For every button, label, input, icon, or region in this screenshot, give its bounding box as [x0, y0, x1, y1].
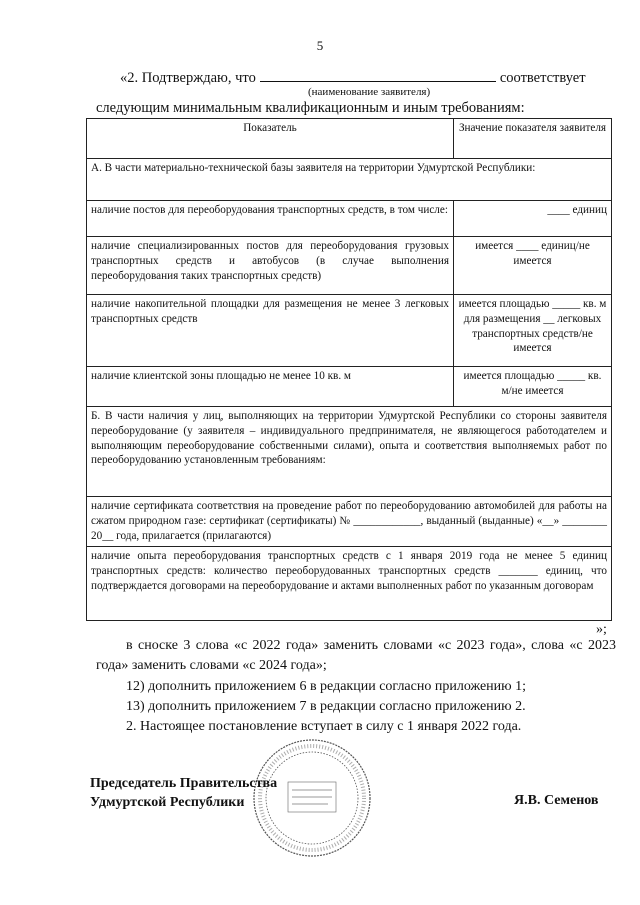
quote-end: »;: [596, 622, 607, 637]
amendment-paragraph: 2. Настоящее постановление вступает в силу с 1 января 2022 года.: [126, 719, 522, 734]
experience-cell: наличие опыта переоборудования транспортных средств с 1 января 2019 года не менее 5 единиц транспортных средств: количество переоборудованных транспортных средств _______ единиц, что подтверждается договорами на переоборудование и актами выполненных работ по указанным договорам: [87, 547, 612, 621]
table-header-row: [87, 119, 612, 159]
value-cell: имеется площадью _____ кв. м/не имеется: [454, 367, 612, 407]
section-a-row: [87, 159, 612, 201]
amendment-paragraph: в сноске 3 слова «с 2022 года» заменить словами «с 2023 года», слова «с 2023 года» заменить словами «с 2024 года»;: [96, 638, 616, 673]
certificate-cell: наличие сертификата соответствия на проведение работ по переоборудованию автомобилей для работы на сжатом природном газе: сертификат (сертификаты) № ____________, выданный (выданные) «__» ________ 20__ года, прилагается (прилагаются): [87, 497, 612, 547]
requirements-table: [86, 118, 612, 621]
signatory-title-line2: Удмуртской Республики: [90, 795, 245, 810]
signatory-name: Я.В. Семенов: [514, 793, 599, 808]
value-cell: ____ единиц: [454, 201, 612, 237]
confirm-suffix: соответствует: [499, 70, 586, 86]
confirm-prefix: «2. Подтверждаю, что: [120, 70, 256, 86]
indicator-cell: наличие клиентской зоны площадью не менее 10 кв. м: [87, 367, 454, 407]
requirements-intro: следующим минимальным квалификационным и иным требованиям:: [96, 100, 525, 116]
section-b-title: Б. В части наличия у лиц, выполняющих на территории Удмуртской Республики со стороны заявителя переоборудование (у заявителя – индивидуального предпринимателя, не являющегося работодателем и выполняющим переоборудование собственными силами), опыта и соответствия выполняемых работ по переоборудованию установленным требованиям:: [87, 407, 612, 497]
table-row: [87, 295, 612, 367]
table-row: [87, 237, 612, 295]
table-row: [87, 201, 612, 237]
indicator-cell: наличие накопительной площадки для размещения не менее 3 легковых транспортных средств: [87, 295, 454, 367]
amendment-paragraph: 12) дополнить приложением 6 в редакции согласно приложению 1;: [126, 679, 527, 694]
indicator-cell: наличие специализированных постов для переоборудования грузовых транспортных средств и автобусов (в случае выполнения переоборудования таких транспортных средств): [87, 237, 454, 295]
table-row: [87, 367, 612, 407]
value-cell: имеется площадью _____ кв. м для размещения __ легковых транспортных средств/не имеется: [454, 295, 612, 367]
confirmation-line: [120, 68, 618, 87]
indicator-cell: наличие постов для переоборудования транспортных средств, в том числе:: [87, 201, 454, 237]
signatory-title-line1: Председатель Правительства: [90, 776, 278, 791]
section-a-title: А. В части материально-технической базы заявителя на территории Удмуртской Республики:: [87, 159, 612, 201]
applicant-caption: (наименование заявителя): [308, 86, 431, 98]
section-b-row: [87, 407, 612, 497]
page-number: 5: [316, 38, 324, 53]
applicant-name-blank: [260, 68, 496, 82]
value-cell: имеется ____ единиц/не имеется: [454, 237, 612, 295]
table-row: [87, 547, 612, 621]
header-indicator: Показатель: [87, 119, 454, 159]
signatory-title: [90, 774, 277, 812]
table-row: [87, 497, 612, 547]
header-value: Значение показателя заявителя: [454, 119, 612, 159]
amendment-paragraph: 13) дополнить приложением 7 в редакции согласно приложению 2.: [126, 699, 526, 714]
